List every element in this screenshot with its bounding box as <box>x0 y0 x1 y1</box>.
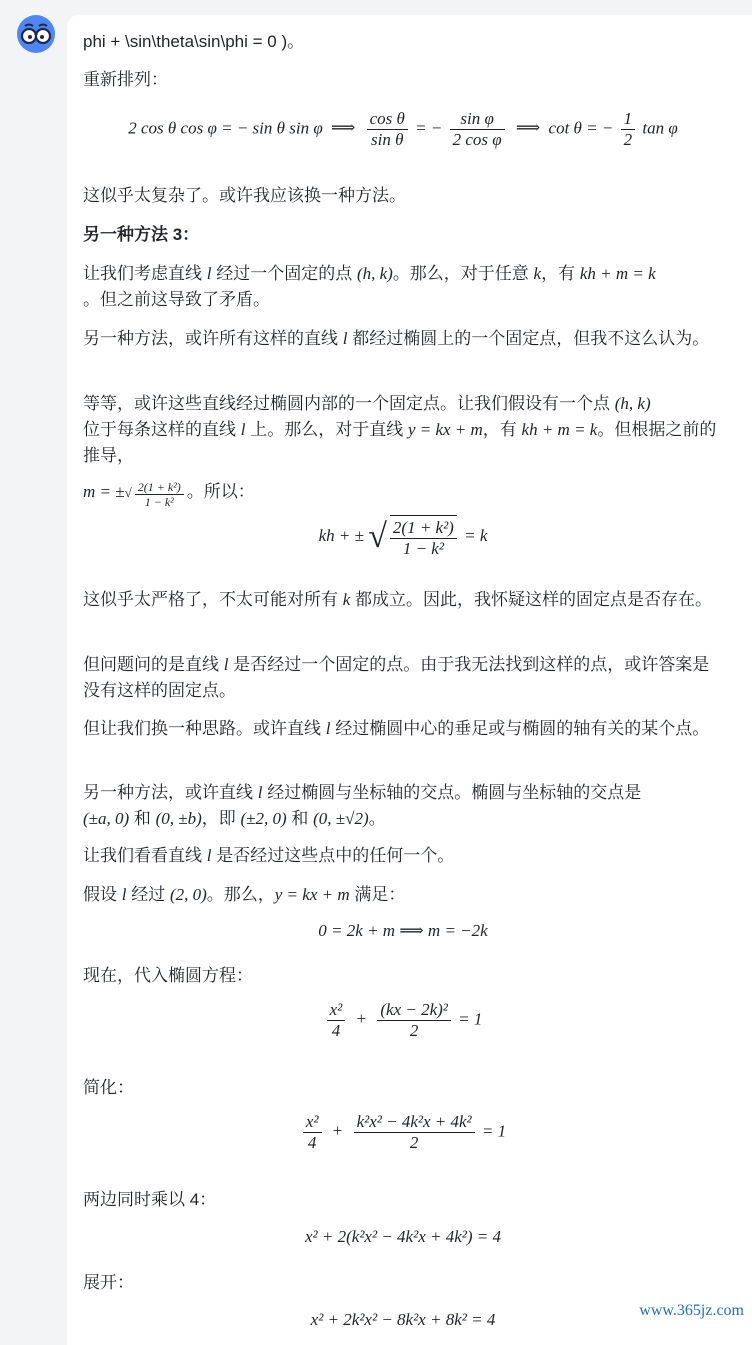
paragraph: 但问题问的是直线 l 是否经过一个固定的点。由于我无法找到这样的点，或许答案是没有这样的固定点。 <box>83 655 710 700</box>
text-line: 两边同时乘以 4： <box>83 1190 217 1209</box>
site-watermark: www.365jz.com <box>639 1302 744 1319</box>
equation-simplified: $\frac{\text{x²}}{4}$ + $\frac{\text{k²x² − 4k²x + 4k²}}{2}$ = 1 <box>83 1112 723 1153</box>
equation-kh-sqrt: kh + ± √ $\frac{\text{2(1 + k²)}}{\text{1 − k²}}$ = k <box>83 515 723 559</box>
paragraph: 另一种方法，或许直线 l 经过椭圆与坐标轴的交点。椭圆与坐标轴的交点是 (±a, 0) 和 (0, ±b)，即 (±2, 0) 和 (0, ±√2)。 <box>83 783 642 828</box>
equation-multiplied: x² + 2(k²x² − 4k²x + 4k²) = 4 <box>305 1227 501 1246</box>
text-line: 现在，代入椭圆方程： <box>83 966 253 985</box>
glasses-avatar-icon <box>17 15 55 53</box>
text-line: 这似乎太复杂了。或许我应该换一种方法。 <box>83 186 406 205</box>
paragraph: 让我们考虑直线 l 经过一个固定的点 (h, k)。那么，对于任意 k，有 kh + m = k 。但之前这导致了矛盾。 <box>83 264 656 309</box>
text-line: 展开： <box>83 1273 134 1292</box>
paragraph: 这似乎太严格了，不太可能对所有 k 都成立。因此，我怀疑这样的固定点是否存在。 <box>83 590 713 609</box>
text-line: 假设 l 经过 (2, 0)。那么，y = kx + m 满足： <box>83 885 406 904</box>
text-line: phi + \sin\theta\sin\phi = 0 )。 <box>83 32 305 51</box>
equation-ellipse-sub: $\frac{\text{x²}}{4}$ + $\frac{\text{(kx − 2k)²}}{2}$ = 1 <box>83 1000 723 1041</box>
paragraph: 另一种方法，或许所有这样的直线 l 都经过椭圆上的一个固定点，但我不这么认为。 <box>83 329 710 348</box>
text-line: 简化： <box>83 1078 134 1097</box>
paragraph: 等等，或许这些直线经过椭圆内部的一个固定点。让我们假设有一个点 (h, k) 位于每条这样的直线 l 上。那么，对于直线 y = kx + m，有 kh + m = k。但根据之前的推导， m = ±√ $\frac{\text{2(1 + k²)}}{\text{1 − k²}}$ 。所以： <box>83 394 717 509</box>
text-line: 重新排列： <box>83 70 168 89</box>
equation-expanded: x² + 2k²x² − 8k²x + 8k² = 4 <box>310 1310 496 1329</box>
text-line: 让我们看看直线 l 是否经过这些点中的任何一个。 <box>83 846 455 865</box>
assistant-avatar <box>17 15 55 53</box>
paragraph: 但让我们换一种思路。或许直线 l 经过椭圆中心的垂足或与椭圆的轴有关的某个点。 <box>83 719 710 738</box>
equation-cot-relation: 2 cos θ cos φ = − sin θ sin φ ⟹ $\frac{\text{cos θ}}{\text{sin θ}}$ = − $\frac{\text{sin φ}}{\text{2 cos φ}}$ ⟹ cot θ = − $\frac{1}{2}$ tan φ <box>128 109 678 149</box>
equation-m-value: 0 = 2k + m ⟹ m = −2k <box>318 921 488 940</box>
assistant-message <box>67 15 752 1345</box>
section-heading: 另一种方法 3： <box>83 225 200 244</box>
